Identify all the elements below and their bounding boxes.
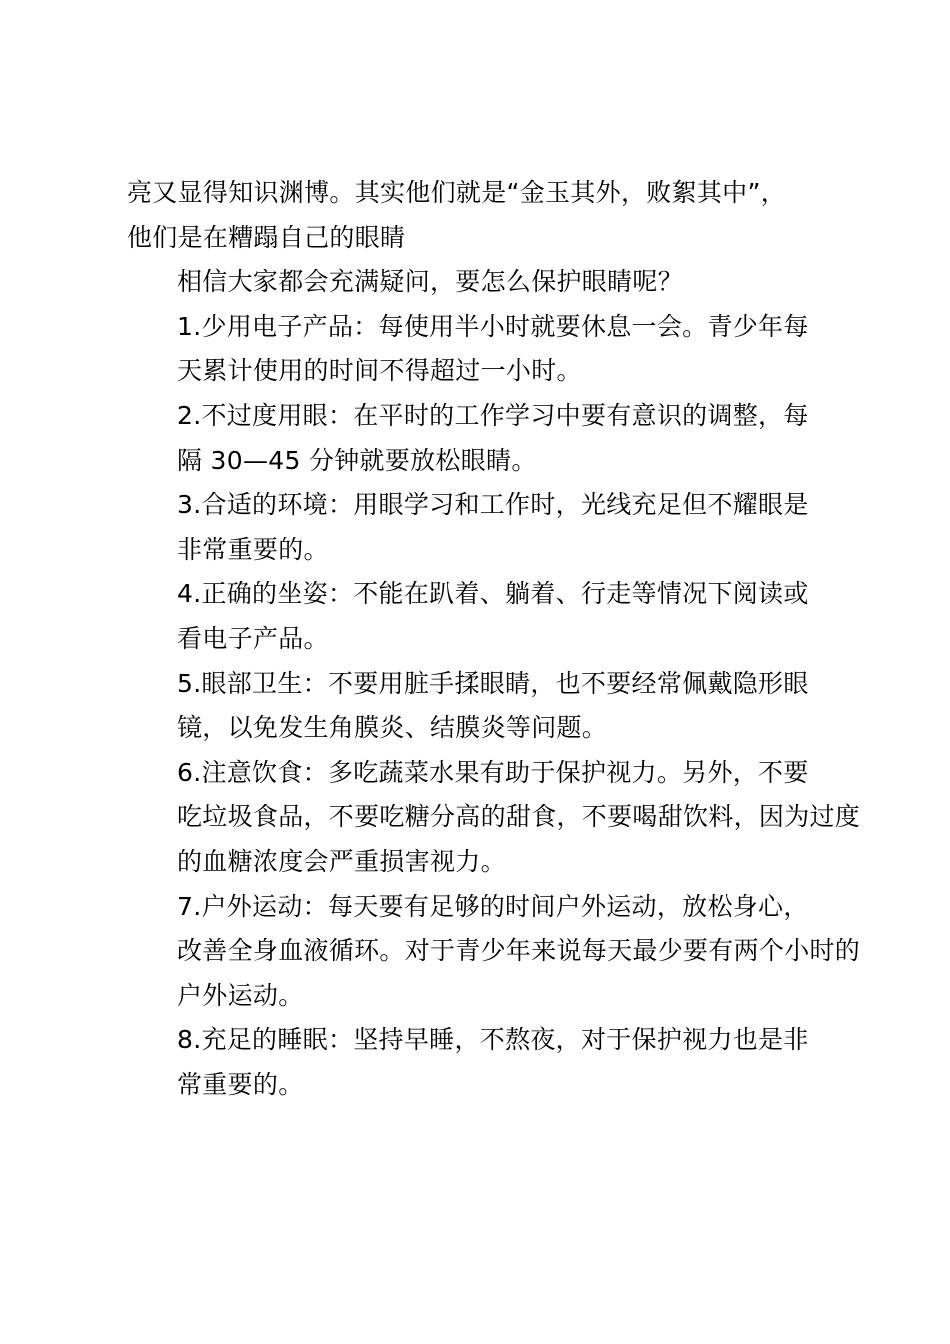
paragraph-tip-6 <box>127 751 861 885</box>
text-line: 天累计使用的时间不得超过一小时。 <box>177 356 582 386</box>
text-line: 8.充足的睡眠：坚持早睡，不熬夜，对于保护视力也是非 <box>177 1025 809 1055</box>
document-body <box>127 171 861 1107</box>
paragraph-tip-7 <box>127 885 861 1019</box>
text-line: 1.少用电子产品：每使用半小时就要休息一会。青少年每 <box>177 311 809 341</box>
text-line: 他们是在糟蹋自己的眼睛 <box>127 222 406 252</box>
text-line: 5.眼部卫生：不要用脏手揉眼睛，也不要经常佩戴隐形眼 <box>177 668 809 698</box>
paragraph-tip-2 <box>127 394 837 483</box>
paragraph-tip-1 <box>127 305 837 394</box>
text-line: 镜，以免发生角膜炎、结膜炎等问题。 <box>177 713 608 743</box>
paragraph-tip-5 <box>127 662 837 751</box>
text-line: 3.合适的环境：用眼学习和工作时，光线充足但不耀眼是 <box>177 490 809 520</box>
paragraph-tip-4 <box>127 572 837 661</box>
text-line: 隔 30—45 分钟就要放松眼睛。 <box>177 445 537 475</box>
paragraph-tip-3 <box>127 483 837 572</box>
text-line: 看电子产品。 <box>177 623 329 653</box>
text-line: 6.注意饮食：多吃蔬菜水果有助于保护视力。另外，不要 <box>177 757 809 787</box>
text-line: 2.不过度用眼：在平时的工作学习中要有意识的调整，每 <box>177 400 809 430</box>
text-line: 改善全身血液循环。对于青少年来说每天最少要有两个小时的 <box>177 936 861 966</box>
text-line: 4.正确的坐姿：不能在趴着、躺着、行走等情况下阅读或 <box>177 579 809 609</box>
text-line: 亮又显得知识渊博。其实他们就是“金玉其外，败絮其中”， <box>127 178 787 207</box>
text-line: 非常重要的。 <box>177 534 329 564</box>
text-line: 常重要的。 <box>177 1069 304 1099</box>
text-line: 吃垃圾食品，不要吃糖分高的甜食，不要喝甜饮料，因为过度 <box>177 802 861 832</box>
text-line: 的血糖浓度会严重损害视力。 <box>177 846 506 876</box>
text-line: 相信大家都会充满疑问，要怎么保护眼睛呢？ <box>177 267 684 297</box>
text-line: 户外运动。 <box>177 980 304 1010</box>
paragraph-tip-8 <box>127 1018 837 1107</box>
text-line: 7.户外运动：每天要有足够的时间户外运动，放松身心， <box>177 891 809 921</box>
paragraph-question <box>127 260 837 305</box>
paragraph-intro-continuation <box>127 171 837 260</box>
